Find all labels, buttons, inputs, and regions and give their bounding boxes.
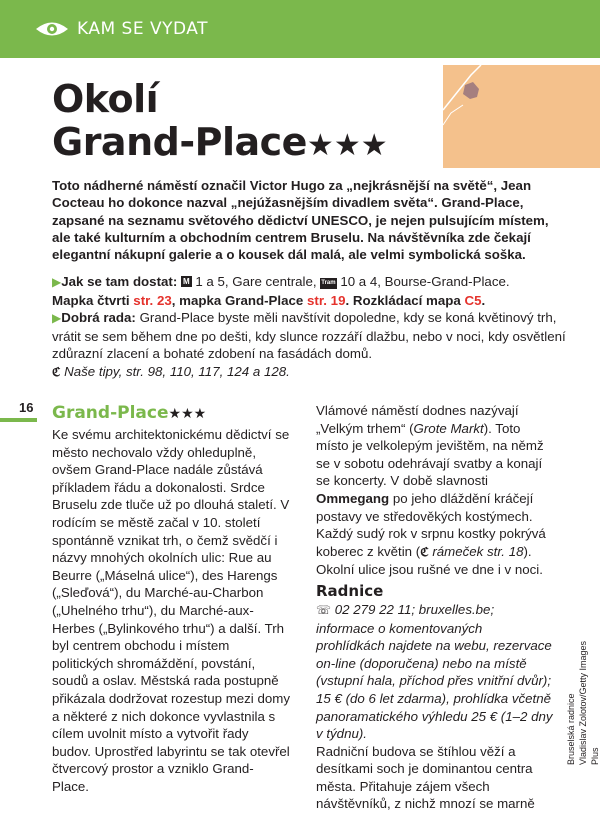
- practical-info: [52, 273, 567, 382]
- triangle-bullet-icon: ▶: [52, 275, 62, 289]
- subsection-heading: Radnice: [316, 581, 384, 600]
- body-text: ). Okolní ulice jsou rušné ve dne i v noci.: [316, 543, 543, 578]
- good-advice-label: Dobrá rada:: [61, 310, 136, 326]
- subsection-info: [316, 601, 554, 743]
- title-line-1: Okolí: [52, 77, 159, 121]
- body-text-italic: Grote Markt: [413, 420, 484, 436]
- map-ref-label: , mapka Grand-Place: [171, 292, 304, 308]
- map-ref-link[interactable]: str. 19: [307, 292, 346, 308]
- body-text-italic: rámeček str. 18: [432, 543, 524, 559]
- page-number: 16: [19, 400, 34, 415]
- section-heading: [52, 402, 290, 425]
- location-map-thumbnail: [443, 65, 600, 168]
- subsection-info-text: 02 279 22 11; bruxelles.be; informace o komentovaných prohlídkách najdete na webu, rezervace on-line (doporučena) nebo na místě (vstupní hala, příchod přes vnitřní dvůr); 15 € (do 6 let zdarma), prohlídka včetně panoramatického výhledu 25 € (1–2 dny v týdnu).: [316, 601, 553, 742]
- eye-icon: [35, 20, 69, 38]
- map-ref-end: .: [481, 292, 486, 308]
- body-text: Vlámové náměstí dodnes nazývají „Velkým trhem“ (: [316, 403, 519, 436]
- tips-text: Naše tipy, str. 98, 110, 117, 124 a 128.: [64, 363, 290, 379]
- photo-caption: Bruselská radnice: [566, 693, 576, 765]
- body-text: ). Toto místo je velkolepým jevištěm, na němž se v sobotu odehrávají svatby a konají se koncerty. V době slavnosti: [316, 420, 544, 489]
- tram-icon: Tram: [320, 278, 336, 289]
- map-ref-label: . Rozkládací mapa: [345, 292, 461, 308]
- left-column: [52, 402, 290, 795]
- map-graphic: [443, 65, 600, 168]
- body-text-bold: Ommegang: [316, 490, 390, 506]
- section-body-continued: [316, 402, 554, 579]
- section-label: KAM SE VYDAT: [77, 19, 208, 39]
- photo-source: Vladislav Zolotov/Getty Images Plus: [578, 640, 600, 765]
- tips-icon: ℭ: [52, 364, 61, 379]
- body-text: po jeho dláždění kráčejí postavy ve středověkých kostýmech. Každý sudý rok v srpnu kostky pokrývá koberec z květin (: [316, 490, 546, 559]
- tips: [52, 363, 567, 382]
- map-ref-link[interactable]: str. 23: [133, 292, 172, 308]
- getting-there-label: Jak se tam dostat:: [61, 274, 178, 289]
- map-references: [52, 292, 567, 310]
- page-title: [52, 78, 388, 167]
- map-ref-label: Mapka čtvrti: [52, 292, 130, 308]
- intro-paragraph: Toto nádherné náměstí označil Victor Hugo za „nejkrásnější na světě“, Jean Cocteau ho dokonce nazval „nejúžasnějším divadlem světa“. Grand-Place, zapsané na seznamu světového dědictví UNESCO, je nejen pulsujícím místem, ale také kulturním a obchodním centrem Bruselu. Na návštěvníka zde čekají elegantní nákupní galerie a o kousek dál malá, ale velmi symbolická soška.: [52, 178, 549, 263]
- phone-icon: ☏: [316, 602, 332, 617]
- good-advice: [52, 309, 567, 363]
- section-heading-text: Grand-Place: [52, 403, 169, 423]
- tram-text: 10 a 4, Bourse-Grand-Place.: [340, 274, 510, 289]
- metro-text: 1 a 5, Gare centrale,: [195, 274, 317, 289]
- title-line-2: [52, 121, 388, 167]
- section-header-bar: [0, 0, 600, 58]
- rating-stars: ★★★: [168, 406, 207, 422]
- photo-credit: [563, 635, 599, 765]
- map-ref-link[interactable]: C5: [464, 292, 482, 308]
- right-column: [316, 402, 554, 813]
- rating-stars: ★★★: [306, 128, 388, 163]
- section-body: Ke svému architektonickému dědictví se město nechovalo vždy ohleduplně, ovšem Grand-Place nadále zůstává příkladem řádu a dokonalosti. Srdce Bruselu zde tluče už po dlouhá staletí. V rodícím se městě začal v 10. století spontánně vznikat trh, o čemž svědčí i názvy mnohých okolních ulic: Rue au Beurre („Máselná ulice“), des Harengs („Sleďová“), du Marché-au-Charbon („Uhelného trhu“), du Marché-aux-Herbes („Bylinkového trhu“) a další. Trh byl centrem obchodu i místem politických shromáždění, povstání, soudů a oslav. Městská rada postupně přikázala dodržovat rozestup mezi domy a některé z nich dokonce vyvlastnila s cílem uvolnit místo a vytvořit řady budov. Uprostřed labyrintu se tak otevřel čtvercový prostor a vzniklo Grand-Place.: [52, 427, 290, 794]
- subsection-body: Radniční budova se štíhlou věží a desítkami soch je dominantou centra města. Přitahuje zájem všech návštěvníků, z nichž mnozí se marně: [316, 743, 535, 812]
- metro-icon: M: [182, 277, 190, 286]
- box-ref-icon: ℭ: [420, 544, 429, 559]
- getting-there: [52, 273, 567, 292]
- title-text: Grand-Place: [52, 120, 307, 164]
- triangle-bullet-icon: ▶: [52, 311, 62, 326]
- page-number-rule: [0, 418, 37, 422]
- good-advice-text: Grand-Place byste měli navštívit dopoledne, kdy se koná květinový trh, vrátit se sem během dne po dešti, kdy slunce rozzáří dlažbu, nebo v noci, kdy osvětlení zdůrazní zlacení a bohaté zdobení na fasádách domů.: [52, 310, 566, 362]
- photo-credit-text: [565, 635, 600, 765]
